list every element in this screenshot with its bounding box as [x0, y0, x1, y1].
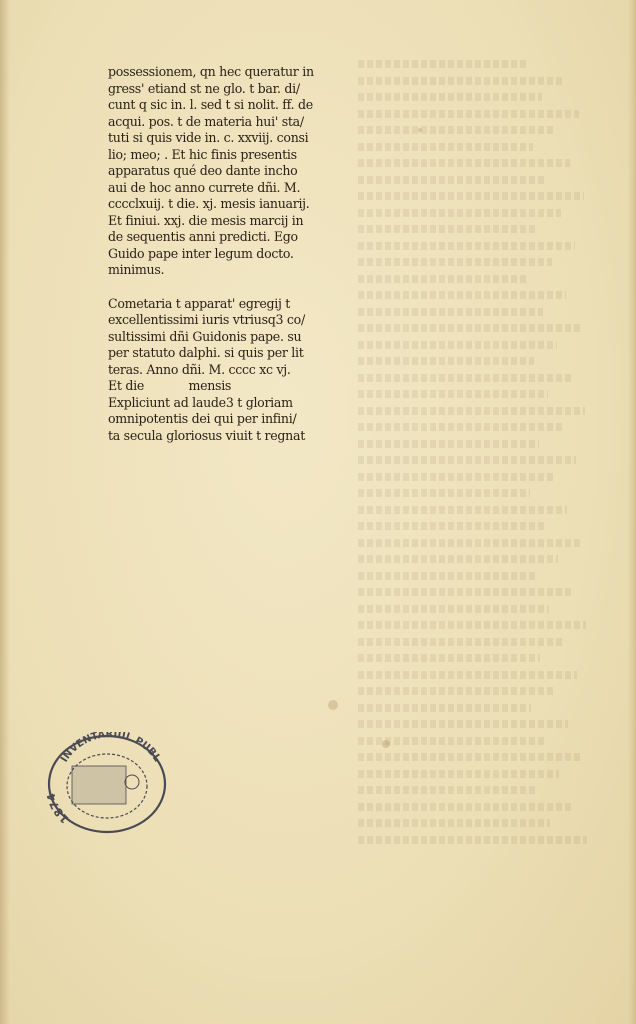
bleed-line [358, 341, 557, 349]
text-line: Expliciunt ad laude3 t gloriam [108, 394, 293, 410]
text-line: omnipotentis dei qui per infini/ [108, 411, 297, 426]
bleed-line [358, 143, 533, 151]
bleed-line [358, 357, 534, 365]
bleed-line [358, 225, 538, 233]
bleed-line [358, 192, 584, 200]
text-line: acqui. pos. t de materia hui' sta/ [108, 113, 304, 129]
bleed-line [358, 258, 552, 266]
text-line: gress' etiand st ne glo. t bar. di/ [108, 80, 300, 96]
bleed-line [358, 539, 581, 547]
stamp-text-left: 1874 [44, 791, 72, 826]
text-line: cccclxuij. t die. xj. mesis ianuarij. [108, 196, 310, 211]
bleed-line [358, 473, 553, 481]
bleed-line [358, 60, 528, 68]
bleed-line [358, 522, 544, 530]
bleed-line [358, 93, 542, 101]
bleed-line [358, 605, 549, 613]
text-line: Et die mensis [108, 378, 232, 393]
bleed-line [358, 308, 543, 316]
bleed-line [358, 819, 550, 827]
bleed-line [358, 159, 570, 167]
text-line: sultissimi dñi Guidonis pape. su [108, 328, 302, 344]
bleed-line [358, 390, 548, 398]
bleed-line [358, 176, 547, 184]
page-edge-shadow-right [628, 0, 636, 1024]
bleed-line [358, 126, 556, 134]
bleed-line [358, 572, 535, 580]
bleed-line [358, 291, 566, 299]
bleed-line [358, 374, 571, 382]
text-line: Guido pape inter legum docto. [108, 245, 294, 261]
bleed-line [358, 440, 539, 448]
paper-stain [328, 700, 338, 710]
bleed-line [358, 786, 536, 794]
colophon-paragraph [108, 64, 354, 279]
text-line: lio; meo; . Et hic finis presentis [108, 146, 297, 162]
bleed-line [358, 621, 586, 629]
text-line: aui de hoc anno currete dñi. M. [108, 179, 301, 195]
text-line: apparatus qué deo dante incho [108, 163, 298, 178]
text-line: Cometaria t apparat' egregij t [108, 295, 291, 311]
bleed-line [358, 687, 554, 695]
text-line: de sequentis anni predicti. Ego [108, 229, 298, 244]
bleed-line [358, 456, 576, 464]
bleed-line [358, 770, 559, 778]
bleed-line [358, 555, 558, 563]
stamp-graphic [44, 732, 170, 836]
bleed-line [358, 588, 572, 596]
bleed-line [358, 407, 585, 415]
bleed-line [358, 275, 529, 283]
paper-stain [382, 740, 390, 748]
bleed-line [358, 77, 565, 85]
explicit-paragraph [108, 296, 354, 445]
page-edge-shadow-left [0, 0, 10, 1024]
bleed-line [358, 489, 530, 497]
stamp-text-top: INVENTARIUL PUBL [59, 732, 163, 765]
bleed-line [358, 654, 540, 662]
bleed-line [358, 720, 568, 728]
text-line: Et finiui. xxj. die mesis marcij in [108, 212, 304, 228]
text-line: minimus. [108, 262, 165, 277]
paragraph-gap [108, 279, 354, 296]
library-stamp [44, 732, 170, 836]
bleed-line [358, 671, 577, 679]
bleed-line [358, 836, 587, 844]
bleed-line [358, 704, 531, 712]
bleed-line [358, 242, 575, 250]
bleed-line [358, 803, 573, 811]
text-line: per statuto dalphi. si quis per lit [108, 345, 304, 360]
text-line: teras. Anno dñi. M. cccc xc vj. [108, 361, 291, 377]
bleed-line [358, 638, 563, 646]
bleed-line [358, 753, 582, 761]
bleed-through-text [358, 60, 588, 852]
bleed-line [358, 423, 562, 431]
bleed-line [358, 209, 561, 217]
text-line: ta secula gloriosus viuit t regnat [108, 427, 305, 443]
bleed-line [358, 506, 567, 514]
bleed-line [358, 110, 579, 118]
text-column [108, 64, 354, 444]
text-line: excellentissimi iuris vtriusq3 co/ [108, 312, 305, 327]
bleed-line [358, 324, 580, 332]
text-line: possessionem, qn hec queratur in [108, 64, 314, 79]
text-line: tuti si quis vide in. c. xxviij. consi [108, 130, 309, 145]
paper-stain [418, 128, 422, 132]
text-line: cunt q sic in. l. sed t si nolit. ff. de [108, 97, 313, 112]
